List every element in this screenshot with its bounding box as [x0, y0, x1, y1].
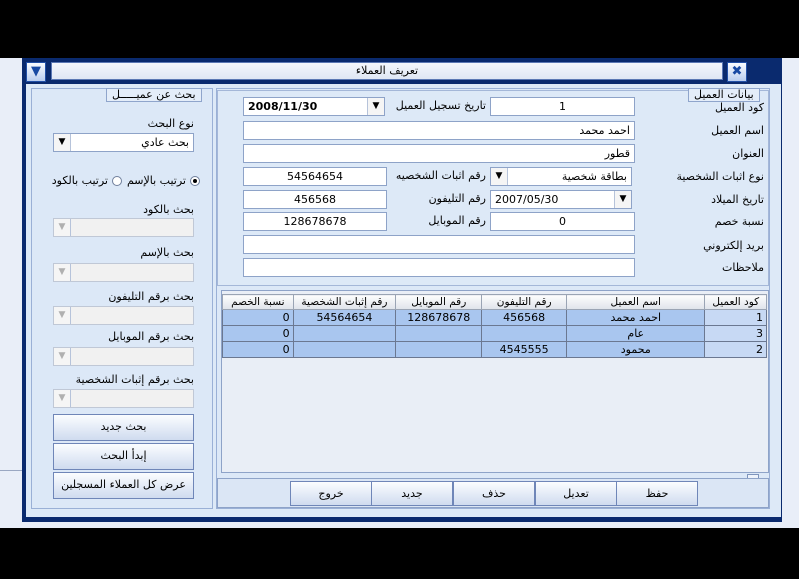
search-legend: بحث عن عميـــــل — [106, 88, 202, 102]
search-by-mobile-label: بحث برقم الموبايل — [108, 330, 194, 343]
chevron-down-icon: ▼ — [367, 98, 384, 115]
table-cell[interactable]: احمد محمد — [567, 310, 705, 326]
email-label: بريد إلكتروني — [703, 239, 764, 252]
customer-name-label: اسم العميل — [711, 124, 764, 137]
phone-label: رقم التليفون — [428, 192, 486, 205]
table-cell[interactable]: 4545555 — [482, 342, 567, 358]
sort-by-code-radio[interactable] — [112, 176, 122, 186]
search-by-phone-label: بحث برقم التليفون — [108, 290, 194, 303]
search-by-name-select[interactable] — [53, 263, 194, 282]
exit-button[interactable]: خروج — [290, 481, 372, 506]
registration-date-label: تاريخ تسجيل العميل — [395, 99, 486, 112]
registration-date-picker[interactable]: ▼ 2008/11/30 — [243, 97, 385, 116]
edit-button[interactable]: تعديل — [535, 481, 617, 506]
discount-label: نسبة خصم — [714, 215, 764, 228]
mobile-field[interactable]: 128678678 — [243, 212, 387, 231]
search-type-label: نوع البحث — [147, 117, 194, 130]
customer-data-legend: بيانات العميل — [688, 88, 760, 102]
show-all-customers-button[interactable]: عرض كل العملاء المسجلين — [53, 472, 194, 499]
id-number-label: رقم اثبات الشخصيه — [395, 169, 486, 182]
customer-code-label: كود العميل — [714, 101, 764, 114]
chevron-down-icon: ▼ — [54, 264, 71, 281]
table-cell[interactable] — [396, 342, 482, 358]
address-field[interactable]: قطور — [243, 144, 635, 163]
grid-column-header[interactable]: نسبة الخصم — [223, 295, 294, 310]
customers-grid[interactable] — [221, 290, 769, 473]
grid-column-header[interactable]: رقم إثبات الشخصية — [293, 295, 396, 310]
customer-code-field[interactable]: 1 — [490, 97, 635, 116]
table-header-row — [223, 295, 767, 310]
table-cell[interactable]: 0 — [223, 326, 294, 342]
table-cell[interactable] — [396, 326, 482, 342]
sort-by-name-label: ترتيب بالإسم — [126, 174, 186, 187]
chevron-down-icon: ▼ — [54, 390, 71, 407]
search-by-id-label: بحث برقم إثبات الشخصية — [75, 373, 194, 386]
delete-button[interactable]: حذف — [453, 481, 535, 506]
search-by-code-label: بحث بالكود — [143, 203, 194, 216]
notes-field[interactable] — [243, 258, 635, 277]
chevron-down-icon: ▼ — [54, 134, 71, 151]
birth-date-picker[interactable]: ▼ 2007/05/30 — [490, 190, 632, 209]
search-by-phone-select[interactable] — [53, 306, 194, 325]
chevron-down-icon: ▼ — [491, 168, 508, 185]
mobile-label: رقم الموبايل — [428, 214, 486, 227]
table-cell[interactable]: 128678678 — [396, 310, 482, 326]
table-cell[interactable]: عام — [567, 326, 705, 342]
table-cell[interactable]: 1 — [705, 310, 767, 326]
table-cell[interactable]: 0 — [223, 342, 294, 358]
table-row[interactable] — [223, 342, 767, 358]
grid-column-header[interactable]: رقم التليفون — [482, 295, 567, 310]
phone-field[interactable]: 456568 — [243, 190, 387, 209]
email-field[interactable] — [243, 235, 635, 254]
table-cell[interactable]: 2 — [705, 342, 767, 358]
window-title: تعريف العملاء — [51, 62, 723, 80]
table-cell[interactable] — [293, 342, 396, 358]
search-by-id-select[interactable] — [53, 389, 194, 408]
id-number-field[interactable]: 54564654 — [243, 167, 387, 186]
customer-name-field[interactable]: احمد محمد — [243, 121, 635, 140]
chevron-down-icon: ▼ — [54, 307, 71, 324]
grid-column-header[interactable]: اسم العميل — [567, 295, 705, 310]
address-label: العنوان — [732, 147, 764, 160]
table-cell[interactable]: 0 — [223, 310, 294, 326]
customers-table — [222, 294, 767, 358]
id-type-select[interactable]: ▼ بطاقة شخصية — [490, 167, 632, 186]
customer-data-group — [217, 90, 769, 286]
notes-label: ملاحظات — [722, 261, 764, 274]
search-by-code-select[interactable] — [53, 218, 194, 237]
start-search-button[interactable]: إبدأ البحث — [53, 443, 194, 470]
chevron-down-icon: ▼ — [54, 219, 71, 236]
table-row[interactable] — [223, 326, 767, 342]
id-type-label: نوع اثبات الشخصية — [676, 170, 764, 183]
new-button[interactable]: جديد — [371, 481, 453, 506]
chevron-down-icon: ▼ — [54, 348, 71, 365]
table-row[interactable] — [223, 310, 767, 326]
new-search-button[interactable]: بحث جديد — [53, 414, 194, 441]
table-cell[interactable] — [482, 326, 567, 342]
search-type-select[interactable]: ▼ بحث عادي — [53, 133, 194, 152]
table-cell[interactable]: 3 — [705, 326, 767, 342]
save-button[interactable]: حفظ — [616, 481, 698, 506]
grid-column-header[interactable]: كود العميل — [705, 295, 767, 310]
table-cell[interactable]: محمود — [567, 342, 705, 358]
table-cell[interactable]: 456568 — [482, 310, 567, 326]
search-by-mobile-select[interactable] — [53, 347, 194, 366]
sort-by-code-label: ترتيب بالكود — [51, 174, 108, 187]
close-icon[interactable]: ✖ — [727, 62, 747, 82]
grid-column-header[interactable]: رقم الموبايل — [396, 295, 482, 310]
discount-field[interactable]: 0 — [490, 212, 635, 231]
system-menu-icon[interactable]: ▼ — [26, 62, 46, 82]
table-cell[interactable]: 54564654 — [293, 310, 396, 326]
chevron-down-icon: ▼ — [614, 191, 631, 208]
search-by-name-label: بحث بالإسم — [140, 246, 194, 259]
table-cell[interactable] — [293, 326, 396, 342]
birth-date-label: تاريخ الميلاد — [711, 193, 764, 206]
sort-by-name-radio[interactable] — [190, 176, 200, 186]
